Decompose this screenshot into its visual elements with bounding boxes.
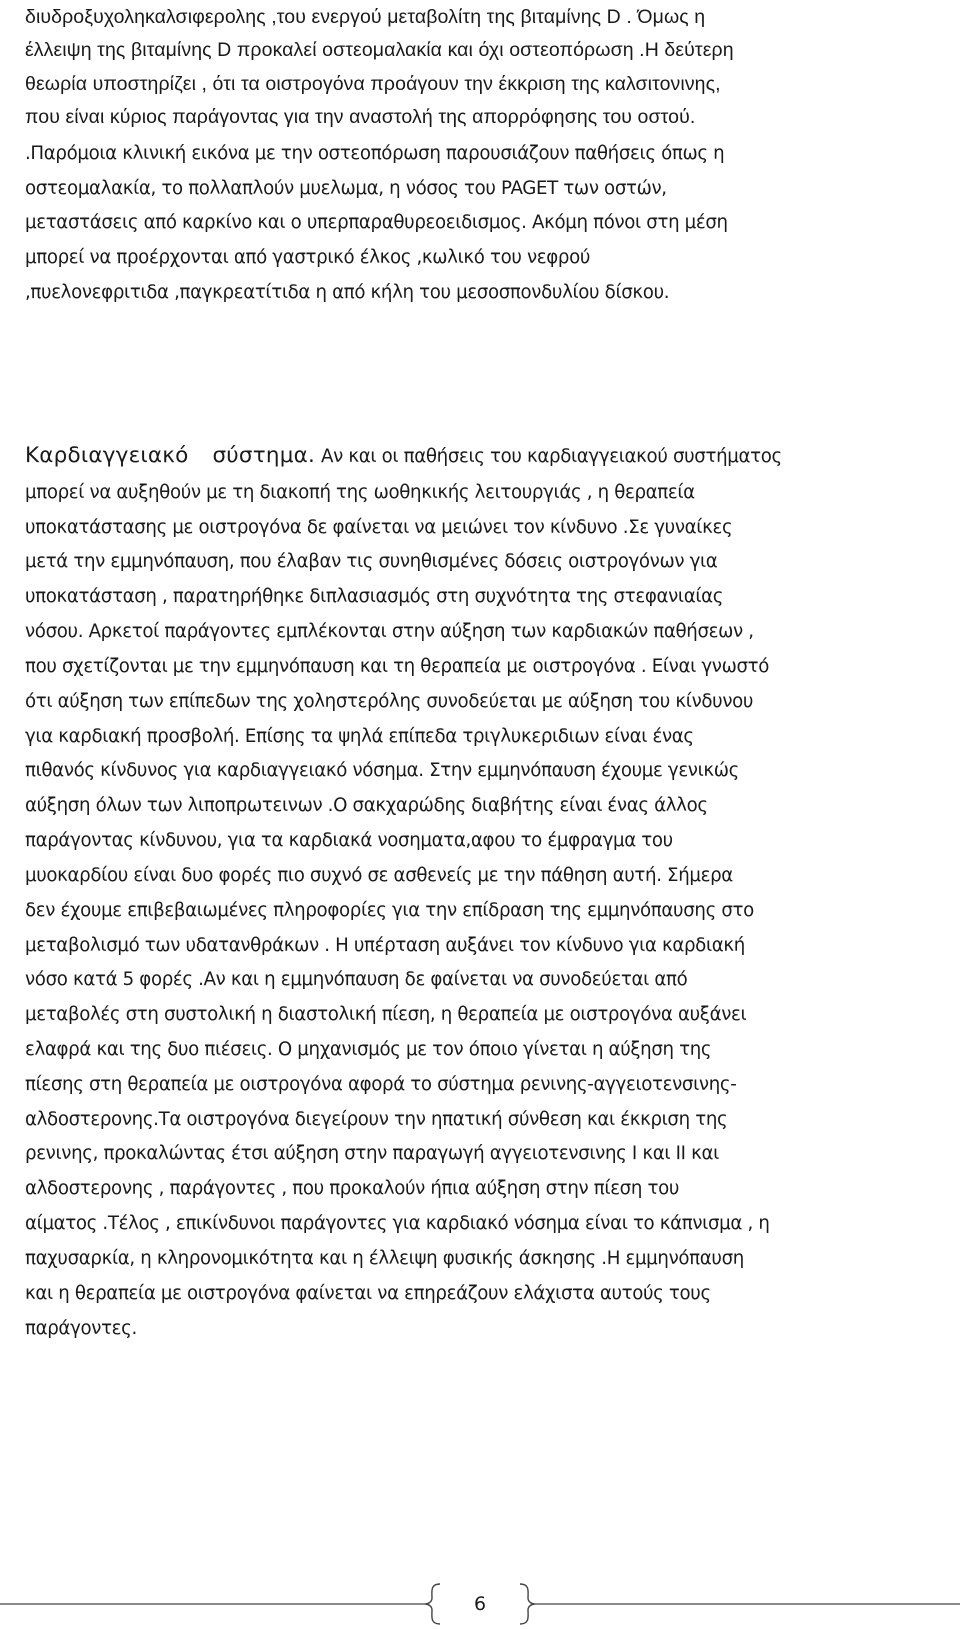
intro-line: έλλειψη της βιταμίνης D προκαλεί οστεομαλακία και όχι οστεοπόρωση .Η δεύτερη [25, 39, 734, 61]
section-line: για καρδιακή προσβολή. Επίσης τα ψηλά επίπεδα τριγλυκεριδιων είναι ένας [25, 726, 694, 747]
section-line: ελαφρά και της δυο πιέσεις. Ο μηχανισμός με τον όποιο γίνεται η αύξηση της [25, 1039, 712, 1060]
section-heading-word1: Καρδιαγγειακό [25, 443, 189, 468]
paragraph-line: οστεομαλακία, το πολλαπλούν μυελωμα, η νόσος του PAGET των οστών, [25, 178, 667, 199]
section-line: νόσο κατά 5 φορές .Αν και η εμμηνόπαυση δε φαίνεται να συνοδεύεται από [25, 969, 688, 990]
section-line: αλδοστερονης.Τα οιστρογόνα διεγείρουν την ηπατική σύνθεση και έκκριση της [25, 1109, 728, 1130]
section-line: μυοκαρδίου είναι δυο φορές πιο συχνό σε ασθενείς με την πάθηση αυτή. Σήμερα [25, 865, 733, 886]
paragraph-line: μεταστάσεις από καρκίνο και ο υπερπαραθυρεοειδισμος. Ακόμη πόνοι στη μέση [25, 212, 728, 233]
page-number: 6 [473, 1593, 487, 1615]
section-line: πίεσης στη θεραπεία με οιστρογόνα αφορά το σύστημα ρενινης-αγγειοτενσινης- [25, 1074, 737, 1095]
section-line: που σχετίζονται με την εμμηνόπαυση και τη θεραπεία με οιστρογόνα . Είναι γνωστό [25, 656, 770, 677]
section-line: και η θεραπεία με οιστρογόνα φαίνεται να επηρεάζουν ελάχιστα αυτούς τους [25, 1283, 711, 1304]
section-first-line [25, 444, 782, 469]
section-line: αλδοστερονης , παράγοντες , που προκαλούν ήπια αύξηση στην πίεση του [25, 1178, 680, 1199]
section-line: ρενινης, προκαλώντας έτσι αύξηση στην παραγωγή αγγειοτενσινης Ι και ΙΙ και [25, 1143, 719, 1164]
paragraph-line: ,πυελονεφριτιδα ,παγκρεατίτιδα η από κήλη του μεσοσπονδυλίου δίσκου. [25, 282, 670, 303]
section-line: μπορεί να αυξηθούν με τη διακοπή της ωοθηκικής λειτουργιάς , η θεραπεία [25, 482, 695, 503]
section-line: αύξηση όλων των λιποπρωτεινων .Ο σακχαρώδης διαβήτης είναι ένας άλλος [25, 795, 708, 816]
paragraph-line: μπορεί να προέρχονται από γαστρικό έλκος ,κωλικό του νεφρού [25, 247, 591, 268]
intro-line: διυδροξυχοληκαλσιφερολης ,του ενεργού μεταβολίτη της βιταμίνης D . Όμως η [25, 6, 706, 28]
intro-line: θεωρία υποστηρίζει , ότι τα οιστρογόνα προάγουν την έκκριση της καλσιτονινης, [25, 73, 721, 95]
section-line: υποκατάσταση , παρατηρήθηκε διπλασιασμός στη συχνότητα της στεφανιαίας [25, 586, 724, 607]
section-line: παράγοντες. [25, 1318, 137, 1339]
section-line: μεταβολισμό των υδατανθράκων . Η υπέρταση αυξάνει τον κίνδυνο για καρδιακή [25, 935, 745, 956]
section-line: παράγοντας κίνδυνου, για τα καρδιακά νοσηματα,αφου το έμφραγμα του [25, 830, 673, 851]
intro-line: που είναι κύριος παράγοντας για την αναστολή της απορρόφησης του οστού. [25, 106, 696, 128]
section-line: πιθανός κίνδυνος για καρδιαγγειακό νόσημα. Στην εμμηνόπαυση έχουμε γενικώς [25, 760, 739, 781]
paragraph-line: .Παρόμοια κλινική εικόνα με την οστεοπόρωση παρουσιάζουν παθήσεις όπως η [25, 143, 725, 164]
section-line: μετά την εμμηνόπαυση, που έλαβαν τις συνηθισμένες δόσεις οιστρογόνων για [25, 551, 718, 572]
section-line: αίματος .Τέλος , επικίνδυνοι παράγοντες για καρδιακό νόσημα είναι το κάπνισμα , η [25, 1213, 770, 1234]
section-line: ότι αύξηση των επίπεδων της χοληστερόλης συνοδεύεται με αύξηση του κίνδυνου [25, 691, 754, 712]
section-line: δεν έχουμε επιβεβαιωμένες πληροφορίες για την επίδραση της εμμηνόπαυσης στο [25, 900, 754, 921]
section-line: παχυσαρκία, η κληρονομικότητα και η έλλειψη φυσικής άσκησης .Η εμμηνόπαυση [25, 1248, 744, 1269]
section-first-line-text: Αν και οι παθήσεις του καρδιαγγειακού συστήματος [321, 446, 782, 467]
section-line: μεταβολές στη συστολική η διαστολική πίεση, η θεραπεία με οιστρογόνα αυξάνει [25, 1004, 747, 1025]
section-heading-word2: σύστημα. [212, 443, 316, 468]
section-line: νόσου. Αρκετοί παράγοντες εμπλέκονται στην αύξηση των καρδιακών παθήσεων , [25, 621, 754, 642]
section-line: υποκατάστασης με οιστρογόνα δε φαίνεται να μειώνει τον κίνδυνο .Σε γυναίκες [25, 517, 733, 538]
